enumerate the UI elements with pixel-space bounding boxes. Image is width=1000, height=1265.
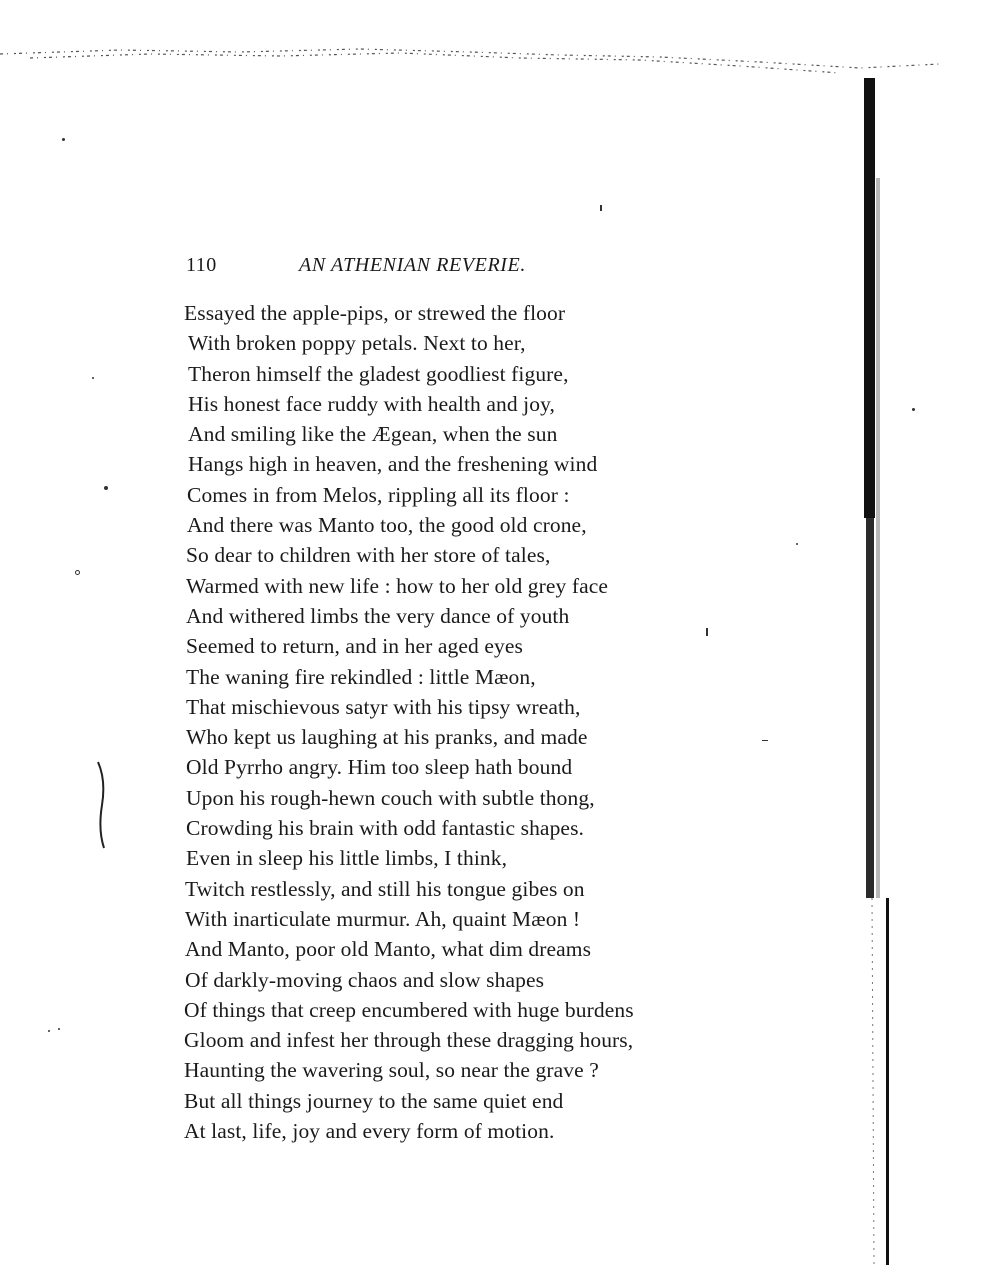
poem-line: With inarticulate murmur. Ah, quaint Mæon !: [185, 906, 581, 931]
poem-line: Gloom and infest her through these dragging hours,: [184, 1028, 634, 1053]
poem-line: Of darkly-moving chaos and slow shapes: [185, 967, 545, 992]
poem-line: Twitch restlessly, and still his tongue gibes on: [185, 876, 585, 901]
poem-line: And there was Manto too, the good old crone,: [187, 513, 587, 538]
scan-speck: [75, 570, 80, 575]
scan-speck: [92, 377, 94, 379]
poem-line: Hangs high in heaven, and the freshening wind: [188, 452, 598, 477]
poem-line: And smiling like the Ægean, when the sun: [188, 422, 558, 447]
poem-line: Warmed with new life : how to her old grey face: [186, 573, 609, 598]
poem-line: Comes in from Melos, rippling all its floor :: [187, 482, 570, 507]
scan-speck: [796, 543, 798, 545]
poem-line: With broken poppy petals. Next to her,: [188, 331, 526, 356]
poem-line: So dear to children with her store of tales,: [186, 543, 551, 568]
poem-line: Who kept us laughing at his pranks, and made: [186, 725, 588, 750]
poem-line: Upon his rough-hewn couch with subtle thong,: [186, 785, 595, 810]
running-head: [186, 254, 666, 284]
poem-line: Crowding his brain with odd fantastic shapes.: [186, 816, 585, 841]
poem-line: At last, life, joy and every form of motion.: [184, 1119, 555, 1144]
poem-line: And withered limbs the very dance of youth: [186, 603, 570, 628]
poem-line: Seemed to return, and in her aged eyes: [186, 634, 523, 659]
poem-line: Theron himself the gladest goodliest figure,: [188, 361, 569, 386]
scan-speck: [48, 1030, 50, 1032]
poem-line: That mischievous satyr with his tipsy wreath,: [186, 694, 581, 719]
scan-speck: [104, 486, 108, 490]
poem-line: Haunting the wavering soul, so near the grave ?: [184, 1058, 599, 1083]
scan-speck: [58, 1028, 60, 1030]
poem-text: [184, 298, 744, 1146]
poem-line: Even in sleep his little limbs, I think,: [186, 846, 508, 871]
scan-speck: [912, 408, 915, 411]
poem-line: And Manto, poor old Manto, what dim dreams: [185, 937, 592, 962]
scan-noise-top: [0, 40, 960, 80]
poem-line: The waning fire rekindled : little Mæon,: [186, 664, 536, 689]
margin-bracket-mark: [92, 760, 112, 850]
poem-line: Of things that creep encumbered with huge burdens: [184, 997, 634, 1022]
poem-line: His honest face ruddy with health and joy,: [188, 391, 556, 416]
poem-line: Old Pyrrho angry. Him too sleep hath bound: [186, 755, 573, 780]
binding-shadow: [862, 78, 892, 1265]
poem-line: Essayed the apple-pips, or strewed the floor: [184, 301, 566, 325]
running-title: AN ATHENIAN REVERIE.: [299, 254, 526, 276]
scan-speck: [600, 205, 602, 211]
scan-speck: [62, 138, 65, 141]
page-number: 110: [186, 254, 217, 276]
poem-line: But all things journey to the same quiet end: [184, 1088, 564, 1113]
scan-speck: [762, 740, 768, 741]
